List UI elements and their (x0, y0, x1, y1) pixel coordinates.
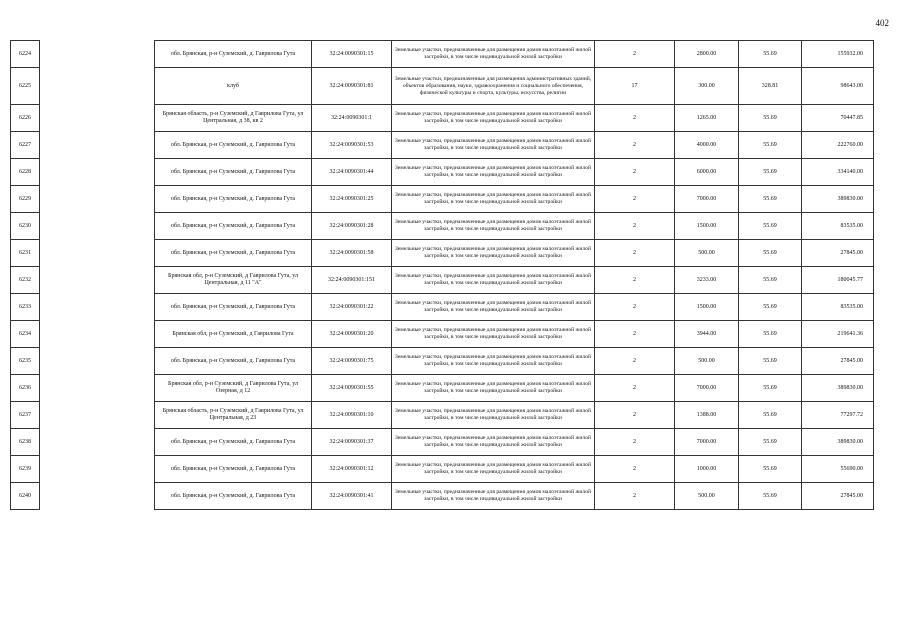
cadastral-value-cell: 219641.36 (802, 321, 874, 348)
area-cell: 1500.00 (675, 213, 739, 240)
group-number-cell: 2 (595, 41, 675, 68)
permitted-use-cell (392, 402, 595, 429)
group-number-cell: 17 (595, 68, 675, 105)
row-id-row (11, 186, 40, 213)
row-id-cell: 6237 (11, 402, 40, 429)
permitted-use-cell (392, 294, 595, 321)
cadastral-number-cell: 32:24:0090301:22 (312, 294, 392, 321)
specific-value-cell: 55.69 (739, 348, 802, 375)
area-cell: 6000.00 (675, 159, 739, 186)
cadastral-number-cell: 32:24:0090301:1 (312, 105, 392, 132)
area-cell: 500.00 (675, 348, 739, 375)
row-id-cell: 6231 (11, 240, 40, 267)
permitted-use-text: Земельные участки, предназначенные для размещения домов малоэтажной жилой застройки, в том числе индивидуальной жилой застройки (395, 327, 591, 340)
area-cell: 500.00 (675, 240, 739, 267)
address-cell: обл. Брянская, р-н Суземский, д. Гаврилова Гута (155, 483, 312, 510)
row-id-row (11, 68, 40, 105)
address-cell: обл. Брянская, р-н Суземский, д. Гаврилова Гута (155, 456, 312, 483)
row-id-row (11, 321, 40, 348)
cadastral-number-cell: 32:24:0090301:55 (312, 375, 392, 402)
permitted-use-text: Земельные участки, предназначенные для размещения домов малоэтажной жилой застройки, в том числе индивидуальной жилой застройки (395, 354, 591, 367)
permitted-use-text: Земельные участки, предназначенные для размещения домов малоэтажной жилой застройки, в том числе индивидуальной жилой застройки (395, 138, 591, 151)
permitted-use-text: Земельные участки, предназначенные для размещения домов малоэтажной жилой застройки, в том числе индивидуальной жилой застройки (395, 246, 591, 259)
address-cell: обл. Брянская, р-н Суземский, д. Гаврилова Гута (155, 132, 312, 159)
row-id-row (11, 402, 40, 429)
row-id-cell: 6230 (11, 213, 40, 240)
area-cell: 4000.00 (675, 132, 739, 159)
group-number-cell: 2 (595, 186, 675, 213)
permitted-use-cell (392, 213, 595, 240)
row-id-cell: 6238 (11, 429, 40, 456)
row-id-cell: 6234 (11, 321, 40, 348)
address-cell: обл. Брянская, р-н Суземский, д. Гаврилова Гута (155, 294, 312, 321)
area-cell: 7000.00 (675, 429, 739, 456)
table-row (155, 213, 874, 240)
area-cell: 1500.00 (675, 294, 739, 321)
group-number-cell: 2 (595, 132, 675, 159)
specific-value-cell: 55.69 (739, 105, 802, 132)
group-number-cell: 2 (595, 294, 675, 321)
table-row (155, 186, 874, 213)
cadastral-number-cell: 32:24:0090301:28 (312, 213, 392, 240)
permitted-use-cell (392, 159, 595, 186)
row-id-cell: 6226 (11, 105, 40, 132)
row-id-table (10, 40, 40, 510)
specific-value-cell: 55.69 (739, 213, 802, 240)
cadastral-number-cell: 32:24:0090301:81 (312, 68, 392, 105)
row-id-cell: 6229 (11, 186, 40, 213)
table-row (155, 132, 874, 159)
permitted-use-text: Земельные участки, предназначенные для размещения домов малоэтажной жилой застройки, в том числе индивидуальной жилой застройки (395, 489, 591, 502)
permitted-use-text: Земельные участки, предназначенные для размещения домов малоэтажной жилой застройки, в том числе индивидуальной жилой застройки (395, 219, 591, 232)
cadastral-number-cell: 32:24:0090301:10 (312, 402, 392, 429)
cadastral-number-cell: 32:24:0090301:44 (312, 159, 392, 186)
cadastral-value-cell: 389830.00 (802, 375, 874, 402)
permitted-use-text: Земельные участки, предназначенные для размещения домов малоэтажной жилой застройки, в том числе индивидуальной жилой застройки (395, 300, 591, 313)
address-cell: обл. Брянская, р-н Суземский, д. Гаврилова Гута (155, 41, 312, 68)
address-cell: Брянская обл, р-н Суземский, д Гаврилова Гута (155, 321, 312, 348)
group-number-cell: 2 (595, 348, 675, 375)
table-row (155, 348, 874, 375)
group-number-cell: 2 (595, 105, 675, 132)
row-id-row (11, 159, 40, 186)
address-cell: обл. Брянская, р-н Суземский, д. Гаврилова Гута (155, 159, 312, 186)
row-id-row (11, 375, 40, 402)
address-cell: обл. Брянская, р-н Суземский, д. Гаврилова Гута (155, 348, 312, 375)
row-id-row (11, 483, 40, 510)
specific-value-cell: 55.69 (739, 429, 802, 456)
cadastral-number-cell: 32:24:0090301:37 (312, 429, 392, 456)
cadastral-value-cell: 222760.00 (802, 132, 874, 159)
address-cell: обл. Брянская, р-н Суземский, д. Гаврилова Гута (155, 240, 312, 267)
row-id-row (11, 267, 40, 294)
cadastral-number-cell: 32:24:0090301:151 (312, 267, 392, 294)
permitted-use-cell (392, 321, 595, 348)
cadastral-number-cell: 32:24:0090301:25 (312, 186, 392, 213)
group-number-cell: 2 (595, 159, 675, 186)
permitted-use-text: Земельные участки, предназначенные для размещения домов малоэтажной жилой застройки, в том числе индивидуальной жилой застройки (395, 192, 591, 205)
row-id-row (11, 41, 40, 68)
specific-value-cell: 55.69 (739, 375, 802, 402)
cadastral-number-cell: 32:24:0090301:53 (312, 132, 392, 159)
permitted-use-text: Земельные участки, предназначенные для размещения домов малоэтажной жилой застройки, в том числе индивидуальной жилой застройки (395, 408, 591, 421)
area-cell: 300.00 (675, 68, 739, 105)
specific-value-cell: 55.69 (739, 483, 802, 510)
cadastral-value-cell: 27845.00 (802, 483, 874, 510)
permitted-use-cell (392, 429, 595, 456)
area-cell: 3233.00 (675, 267, 739, 294)
specific-value-cell: 55.69 (739, 294, 802, 321)
table-row (155, 159, 874, 186)
address-cell: обл. Брянская, р-н Суземский, д. Гаврилова Гута (155, 186, 312, 213)
specific-value-cell: 55.69 (739, 159, 802, 186)
area-cell: 3944.00 (675, 321, 739, 348)
area-cell: 1388.00 (675, 402, 739, 429)
area-cell: 1000.00 (675, 456, 739, 483)
cadastral-value-cell: 155932.00 (802, 41, 874, 68)
row-id-cell: 6235 (11, 348, 40, 375)
group-number-cell: 2 (595, 213, 675, 240)
area-cell: 7000.00 (675, 375, 739, 402)
specific-value-cell: 55.69 (739, 321, 802, 348)
cadastral-value-cell: 27845.00 (802, 348, 874, 375)
specific-value-cell: 55.69 (739, 267, 802, 294)
area-cell: 2800.00 (675, 41, 739, 68)
address-cell: клуб (155, 68, 312, 105)
table-row (155, 456, 874, 483)
table-row (155, 105, 874, 132)
permitted-use-text: Земельные участки, предназначенные для размещения домов малоэтажной жилой застройки, в том числе индивидуальной жилой застройки (395, 273, 591, 286)
address-cell: обл. Брянская, р-н Суземский, д. Гаврилова Гута (155, 213, 312, 240)
table-row (155, 375, 874, 402)
cadastral-number-cell: 32:24:0090301:75 (312, 348, 392, 375)
permitted-use-cell (392, 68, 595, 105)
permitted-use-cell (392, 456, 595, 483)
permitted-use-cell (392, 483, 595, 510)
table-row (155, 402, 874, 429)
address-cell: Брянская область, р-н Суземский, д Гаврилова Гута, ул Центральная, д 23 (155, 402, 312, 429)
specific-value-cell: 55.69 (739, 41, 802, 68)
group-number-cell: 2 (595, 429, 675, 456)
permitted-use-cell (392, 267, 595, 294)
cadastral-value-cell: 83535.00 (802, 294, 874, 321)
cadastral-value-cell: 389830.00 (802, 429, 874, 456)
row-id-cell: 6236 (11, 375, 40, 402)
area-cell: 1265.00 (675, 105, 739, 132)
permitted-use-cell (392, 41, 595, 68)
row-id-row (11, 240, 40, 267)
cadastral-number-cell: 32:24:0090301:58 (312, 240, 392, 267)
specific-value-cell: 55.69 (739, 240, 802, 267)
table-row (155, 41, 874, 68)
row-id-cell: 6240 (11, 483, 40, 510)
cadastral-value-cell: 334140.00 (802, 159, 874, 186)
land-plots-table (154, 40, 874, 510)
group-number-cell: 2 (595, 267, 675, 294)
row-id-cell: 6228 (11, 159, 40, 186)
group-number-cell: 2 (595, 483, 675, 510)
specific-value-cell: 55.69 (739, 186, 802, 213)
area-cell: 500.00 (675, 483, 739, 510)
permitted-use-cell (392, 375, 595, 402)
permitted-use-cell (392, 132, 595, 159)
table-row (155, 294, 874, 321)
cadastral-value-cell: 180045.77 (802, 267, 874, 294)
group-number-cell: 2 (595, 240, 675, 267)
permitted-use-text: Земельные участки, предназначенные для размещения домов малоэтажной жилой застройки, в том числе индивидуальной жилой застройки (395, 462, 591, 475)
group-number-cell: 2 (595, 456, 675, 483)
cadastral-value-cell: 389830.00 (802, 186, 874, 213)
row-id-row (11, 429, 40, 456)
table-row (155, 267, 874, 294)
table-row (155, 68, 874, 105)
group-number-cell: 2 (595, 321, 675, 348)
row-id-row (11, 456, 40, 483)
permitted-use-text: Земельные участки, предназначенные для размещения домов малоэтажной жилой застройки, в том числе индивидуальной жилой застройки (395, 165, 591, 178)
table-row (155, 321, 874, 348)
table-row (155, 483, 874, 510)
cadastral-value-cell: 70447.85 (802, 105, 874, 132)
permitted-use-cell (392, 348, 595, 375)
cadastral-number-cell: 32:24:0090301:12 (312, 456, 392, 483)
cadastral-number-cell: 32:24:0090301:15 (312, 41, 392, 68)
permitted-use-cell (392, 105, 595, 132)
page-number: 402 (875, 18, 889, 28)
row-id-cell: 6232 (11, 267, 40, 294)
row-id-row (11, 348, 40, 375)
row-id-cell: 6224 (11, 41, 40, 68)
address-cell: Брянская область, р-н Суземский, д Гаврилова Гута, ул Центральная, д 38, кв 2 (155, 105, 312, 132)
cadastral-value-cell: 77297.72 (802, 402, 874, 429)
row-id-row (11, 132, 40, 159)
row-id-cell: 6239 (11, 456, 40, 483)
group-number-cell: 2 (595, 375, 675, 402)
permitted-use-cell (392, 186, 595, 213)
area-cell: 7000.00 (675, 186, 739, 213)
row-id-row (11, 294, 40, 321)
cadastral-number-cell: 32:24:0090301:41 (312, 483, 392, 510)
cadastral-value-cell: 83535.00 (802, 213, 874, 240)
address-cell: Брянская обл, р-н Суземский, д Гаврилова Гута, ул Озерная, д 12 (155, 375, 312, 402)
permitted-use-cell (392, 240, 595, 267)
cadastral-number-cell: 32:24:0090301:20 (312, 321, 392, 348)
permitted-use-text: Земельные участки, предназначенные для размещения домов малоэтажной жилой застройки, в том числе индивидуальной жилой застройки (395, 111, 591, 124)
row-id-row (11, 105, 40, 132)
cadastral-value-cell: 27845.00 (802, 240, 874, 267)
cadastral-value-cell: 98643.00 (802, 68, 874, 105)
specific-value-cell: 328.81 (739, 68, 802, 105)
permitted-use-text: Земельные участки, предназначенные для размещения административных зданий, объектов образования, науки, здравоохранения и социального обеспечения, физической культуры и спорта, культуры, искусства, религии (394, 75, 592, 96)
specific-value-cell: 55.69 (739, 132, 802, 159)
table-row (155, 240, 874, 267)
specific-value-cell: 55.69 (739, 402, 802, 429)
row-id-row (11, 213, 40, 240)
row-id-cell: 6225 (11, 68, 40, 105)
specific-value-cell: 55.69 (739, 456, 802, 483)
row-id-cell: 6233 (11, 294, 40, 321)
address-cell: Брянская обл, р-н Суземский, д Гаврилова Гута, ул Центральная, д 11 "А" (155, 267, 312, 294)
address-cell: обл. Брянская, р-н Суземский, д. Гаврилова Гута (155, 429, 312, 456)
group-number-cell: 2 (595, 402, 675, 429)
permitted-use-text: Земельные участки, предназначенные для размещения домов малоэтажной жилой застройки, в том числе индивидуальной жилой застройки (395, 47, 591, 60)
cadastral-value-cell: 55690.00 (802, 456, 874, 483)
permitted-use-text: Земельные участки, предназначенные для размещения домов малоэтажной жилой застройки, в том числе индивидуальной жилой застройки (395, 381, 591, 394)
table-row (155, 429, 874, 456)
permitted-use-text: Земельные участки, предназначенные для размещения домов малоэтажной жилой застройки, в том числе индивидуальной жилой застройки (395, 435, 591, 448)
row-id-cell: 6227 (11, 132, 40, 159)
